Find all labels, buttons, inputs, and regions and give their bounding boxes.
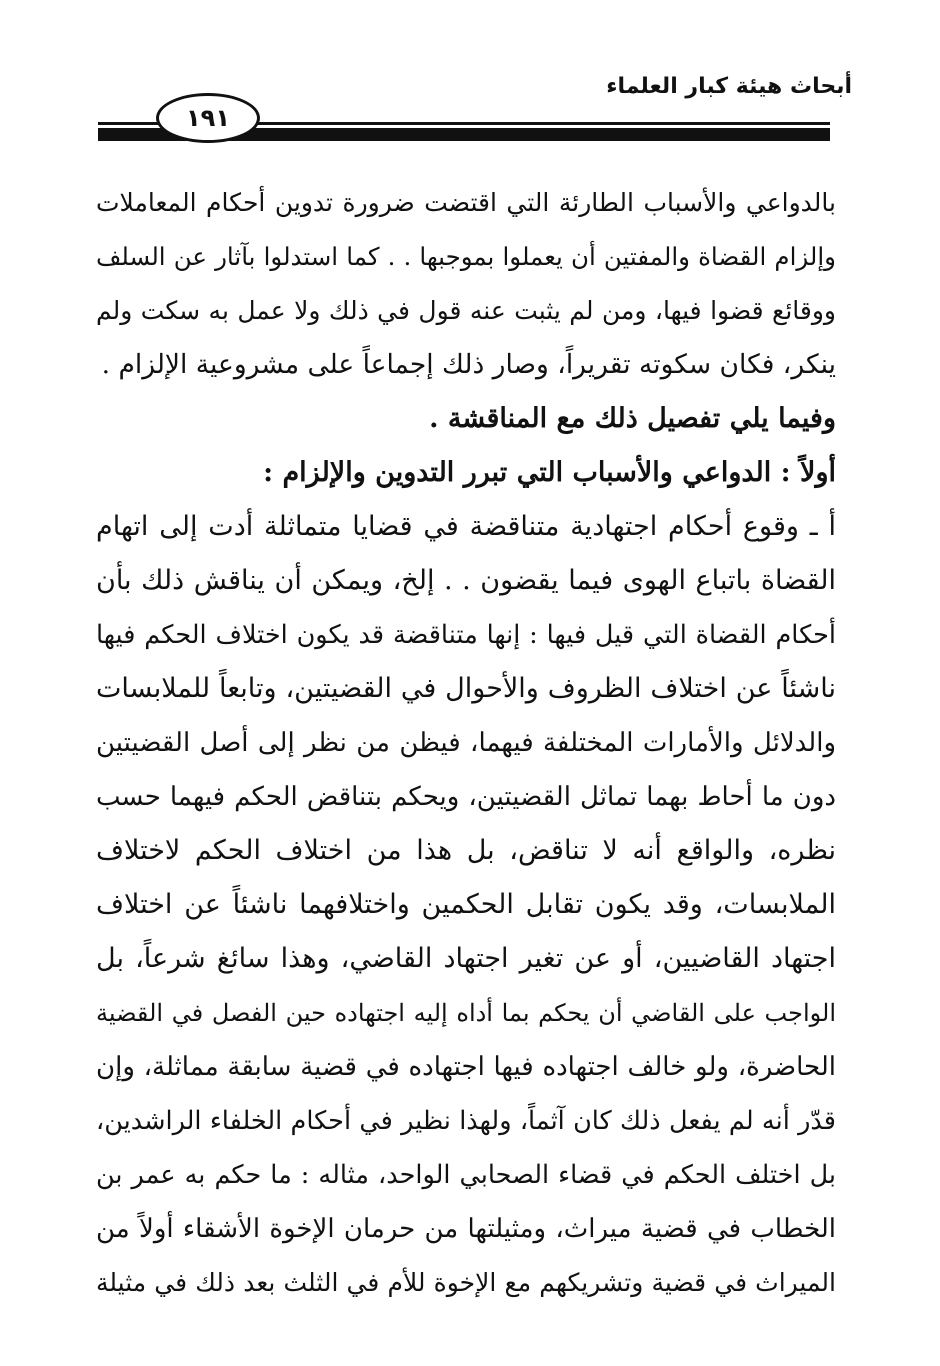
- text-line: الميراث في قضية وتشريكهم مع الإخوة للأم في الثلث بعد ذلك في مثيلة: [96, 1268, 836, 1297]
- text-line: أ ـ وقوع أحكام اجتهادية متناقضة في قضايا متماثلة أدت إلى اتهام: [96, 511, 836, 542]
- text-line: وإلزام القضاة والمفتين أن يعملوا بموجبها . . كما استدلوا بآثار عن السلف: [96, 242, 836, 271]
- section-heading: أولاً : الدواعي والأسباب التي تبرر التدوين والإلزام :: [263, 457, 836, 488]
- text-line: القضاة باتباع الهوى فيما يقضون . . إلخ، ويمكن أن يناقش ذلك بأن: [96, 565, 836, 596]
- text-line: ووقائع قضوا فيها، ومن لم يثبت عنه قول في ذلك ولا عمل به سكت ولم: [96, 296, 836, 325]
- text-line: ينكر، فكان سكوته تقريراً، وصار ذلك إجماعاً على مشروعية الإلزام .: [101, 349, 836, 380]
- text-line-heading: وفيما يلي تفصيل ذلك مع المناقشة .: [429, 403, 836, 434]
- text-line: بالدواعي والأسباب الطارئة التي اقتضت ضرورة تدوين أحكام المعاملات: [96, 188, 836, 217]
- text-line: نظره، والواقع أنه لا تناقض، بل هذا من اختلاف الحكم لاختلاف: [96, 835, 836, 866]
- text-line: ناشئاً عن اختلاف الظروف والأحوال في القضيتين، وتابعاً للملابسات: [96, 673, 836, 704]
- page-header: [0, 0, 940, 160]
- text-line: دون ما أحاط بهما تماثل القضيتين، ويحكم بتناقض الحكم فيهما حسب: [96, 782, 836, 812]
- text-line: الملابسات، وقد يكون تقابل الحكمين واختلافهما ناشئاً عن اختلاف: [96, 889, 836, 920]
- text-line: الواجب على القاضي أن يحكم بما أداه إليه اجتهاده حين الفصل في القضية: [96, 999, 836, 1027]
- text-line: اجتهاد القاضيين، أو عن تغير اجتهاد القاضي، وهذا سائغ شرعاً، بل: [96, 943, 836, 974]
- body-text: [96, 176, 836, 1310]
- page-number: ١٩١: [156, 93, 260, 143]
- text-line: أحكام القضاة التي قيل فيها : إنها متناقضة قد يكون اختلاف الحكم فيها: [96, 620, 836, 650]
- text-line: والدلائل والأمارات المختلفة فيهما، فيظن من نظر إلى أصل القضيتين: [96, 728, 836, 758]
- text-line: الحاضرة، ولو خالف اجتهاده فيها اجتهاده في قضية سابقة مماثلة، وإن: [96, 1052, 836, 1082]
- text-line: بل اختلف الحكم في قضاء الصحابي الواحد، مثاله : ما حكم به عمر بن: [96, 1160, 836, 1190]
- running-title: أبحاث هيئة كبار العلماء: [606, 74, 852, 99]
- text-line: قدّر أنه لم يفعل ذلك كان آثماً، ولهذا نظير في أحكام الخلفاء الراشدين،: [96, 1106, 836, 1136]
- text-line: الخطاب في قضية ميراث، ومثيلتها من حرمان الإخوة الأشقاء أولاً من: [96, 1214, 836, 1244]
